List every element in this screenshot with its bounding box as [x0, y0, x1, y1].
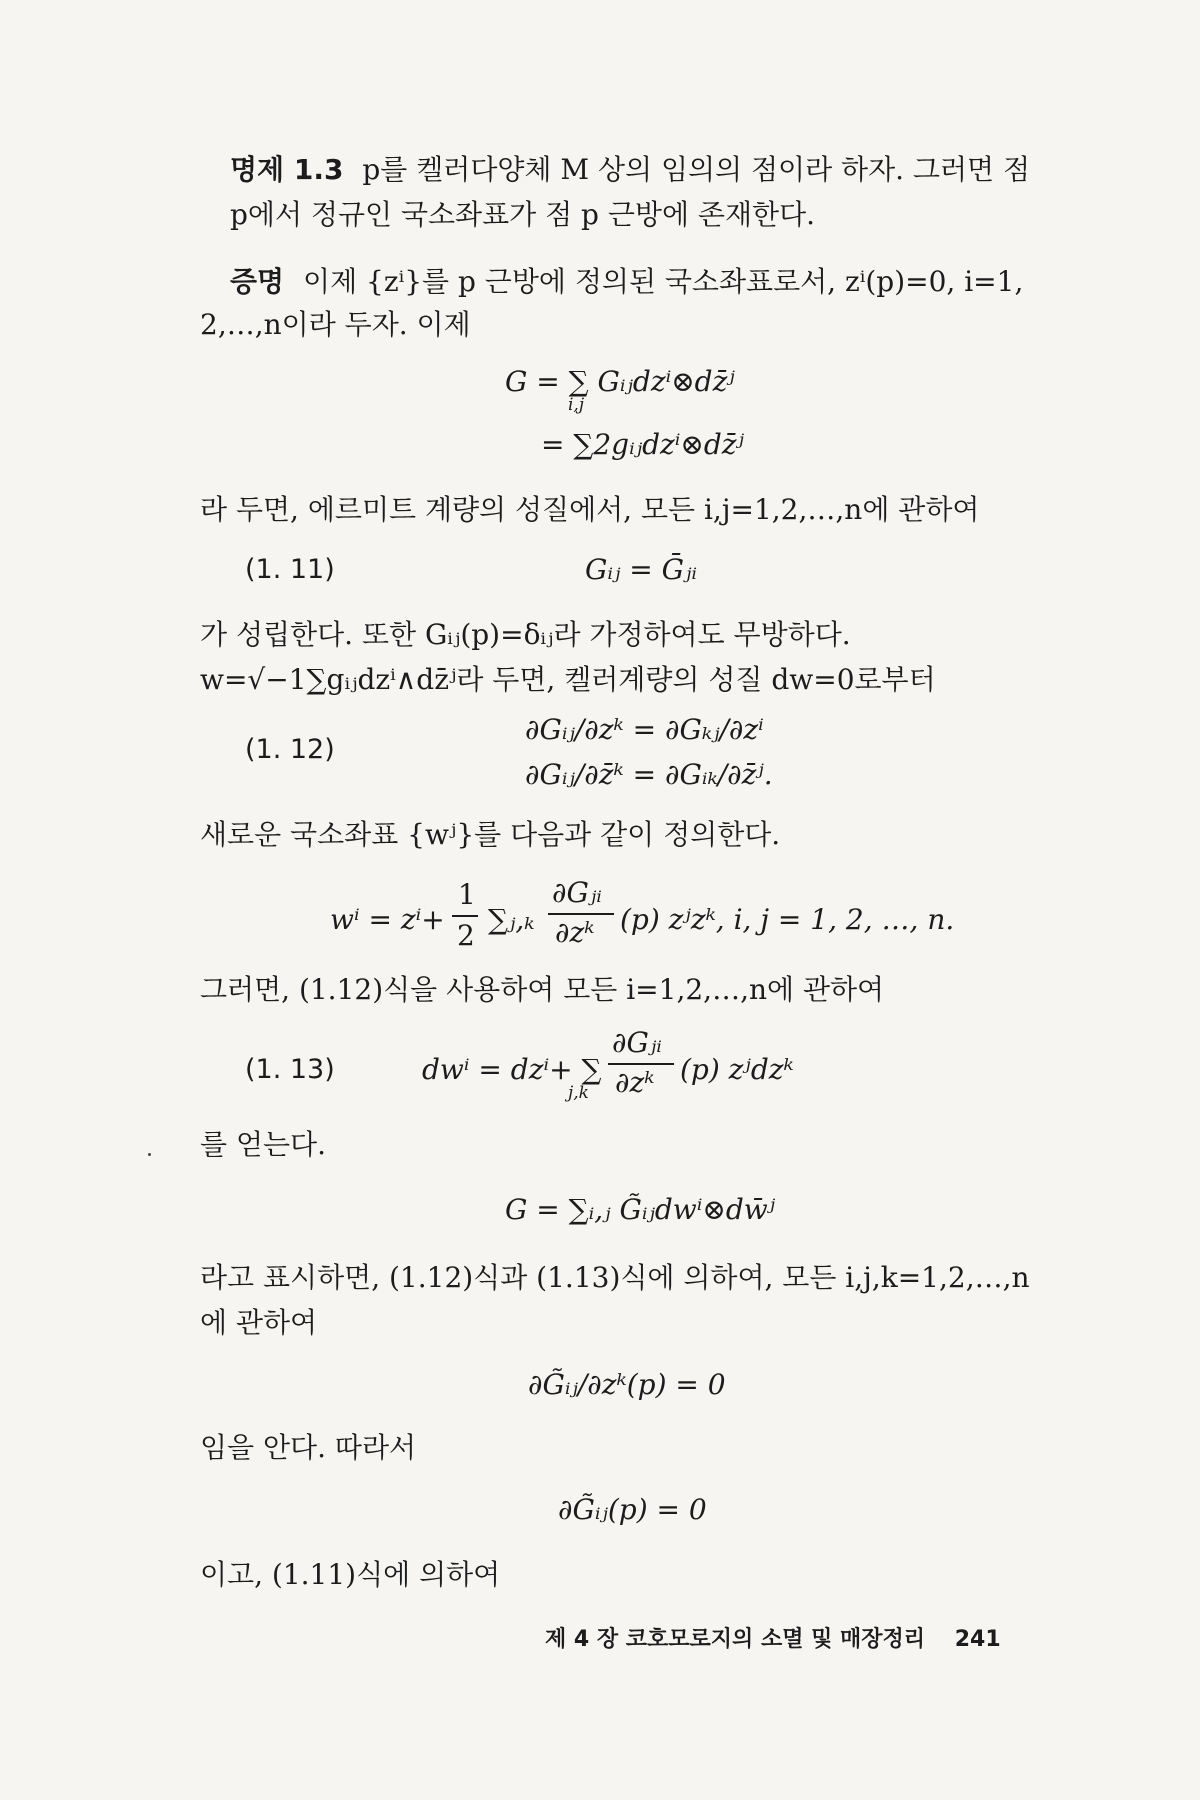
proof-line-4: 가 성립한다. 또한 Gᵢⱼ(p)=δᵢⱼ라 가정하여도 무방하다.: [200, 618, 851, 651]
metric-equation-1: G = ∑ Gᵢⱼdzⁱ⊗dz̄ʲ: [505, 365, 735, 398]
proof-line-1: [230, 262, 1023, 302]
partial-equation-2: ∂G̃ᵢⱼ(p) = 0: [558, 1493, 707, 1526]
stray-mark: [148, 1153, 151, 1156]
proposition-label: 명제 1.3: [230, 153, 344, 186]
proof-line-7: 그러면, (1.12)식을 사용하여 모든 i=1,2,…,n에 관하여: [200, 973, 885, 1006]
equation-1-13-lhs: dwⁱ = dzⁱ+ ∑: [422, 1053, 602, 1086]
w-derivative-denominator: ∂zᵏ: [555, 916, 595, 949]
running-footer: [545, 1622, 1001, 1653]
proof-line-8: 를 얻는다.: [200, 1128, 326, 1161]
w-derivative-numerator: ∂Gⱼᵢ: [552, 876, 602, 909]
chapter-title: 제 4 장 코호모로지의 소멸 및 매장정리: [545, 1627, 926, 1652]
page-number: 241: [954, 1627, 1001, 1652]
proof-text-1: 이제 {zⁱ}를 p 근방에 정의된 국소좌표로서, zⁱ(p)=0, i=1,: [303, 265, 1024, 298]
metric-equation-2: = ∑2gᵢⱼdzⁱ⊗dz̄ʲ: [541, 428, 744, 461]
w-definition-lhs: wⁱ = zⁱ+: [330, 903, 445, 936]
equation-number-1-11: (1. 11): [245, 554, 335, 585]
proposition-line-2: p에서 정규인 국소좌표가 점 p 근방에 존재한다.: [230, 198, 816, 231]
proof-line-3: 라 두면, 에르미트 계량의 성질에서, 모든 i,j=1,2,…,n에 관하여: [200, 493, 980, 526]
proof-line-10: 에 관하여: [200, 1306, 318, 1339]
proof-line-5: w=√−1∑gᵢⱼdzⁱ∧dz̄ʲ라 두면, 켈러계량의 성질 dw=0로부터: [200, 663, 936, 696]
proposition-text-1: p를 켈러다양체 M 상의 임의의 점이라 하자. 그러면 점: [362, 153, 1031, 186]
equation-1-12b: ∂Gᵢⱼ/∂z̄ᵏ = ∂Gᵢₖ/∂z̄ʲ.: [525, 758, 773, 791]
equation-1-11: Gᵢⱼ = Ḡⱼᵢ: [585, 553, 698, 586]
equation-number-1-13: (1. 13): [245, 1054, 335, 1085]
w-sum: ∑ⱼ,ₖ: [488, 903, 535, 936]
proof-line-2: 2,…,n이라 두자. 이제: [200, 308, 471, 341]
proof-line-11: 임을 안다. 따라서: [200, 1431, 417, 1464]
equation-1-13-derivative-numerator: ∂Gⱼᵢ: [612, 1026, 662, 1059]
equation-1-13-derivative-denominator: ∂zᵏ: [615, 1066, 655, 1099]
proof-label: 증명: [230, 265, 285, 298]
w-definition-rhs: (p) zʲzᵏ, i, j = 1, 2, …, n.: [620, 903, 955, 936]
proof-line-12: 이고, (1.11)식에 의하여: [200, 1558, 501, 1591]
equation-1-13-rhs: (p) zʲdzᵏ: [680, 1053, 794, 1086]
equation-1-12a: ∂Gᵢⱼ/∂zᵏ = ∂Gₖⱼ/∂zⁱ: [525, 713, 764, 746]
proof-line-6: 새로운 국소좌표 {wʲ}를 다음과 같이 정의한다.: [200, 818, 781, 851]
w-frac-denominator: 2: [457, 919, 475, 952]
metric-equation-1-subscript: i,j: [568, 395, 585, 415]
equation-number-1-12: (1. 12): [245, 734, 335, 765]
equation-1-13-subscript: j,k: [568, 1083, 589, 1103]
proof-line-9: 라고 표시하면, (1.12)식과 (1.13)식에 의하여, 모든 i,j,k=1,2,…,n: [200, 1261, 1030, 1294]
g-tilde-equation: G = ∑ᵢ,ⱼ G̃ᵢⱼdwⁱ⊗dw̄ʲ: [505, 1193, 776, 1226]
w-frac-numerator: 1: [458, 878, 476, 911]
partial-equation-1: ∂G̃ᵢⱼ/∂zᵏ(p) = 0: [528, 1368, 726, 1401]
proposition-line-1: [230, 150, 1030, 190]
